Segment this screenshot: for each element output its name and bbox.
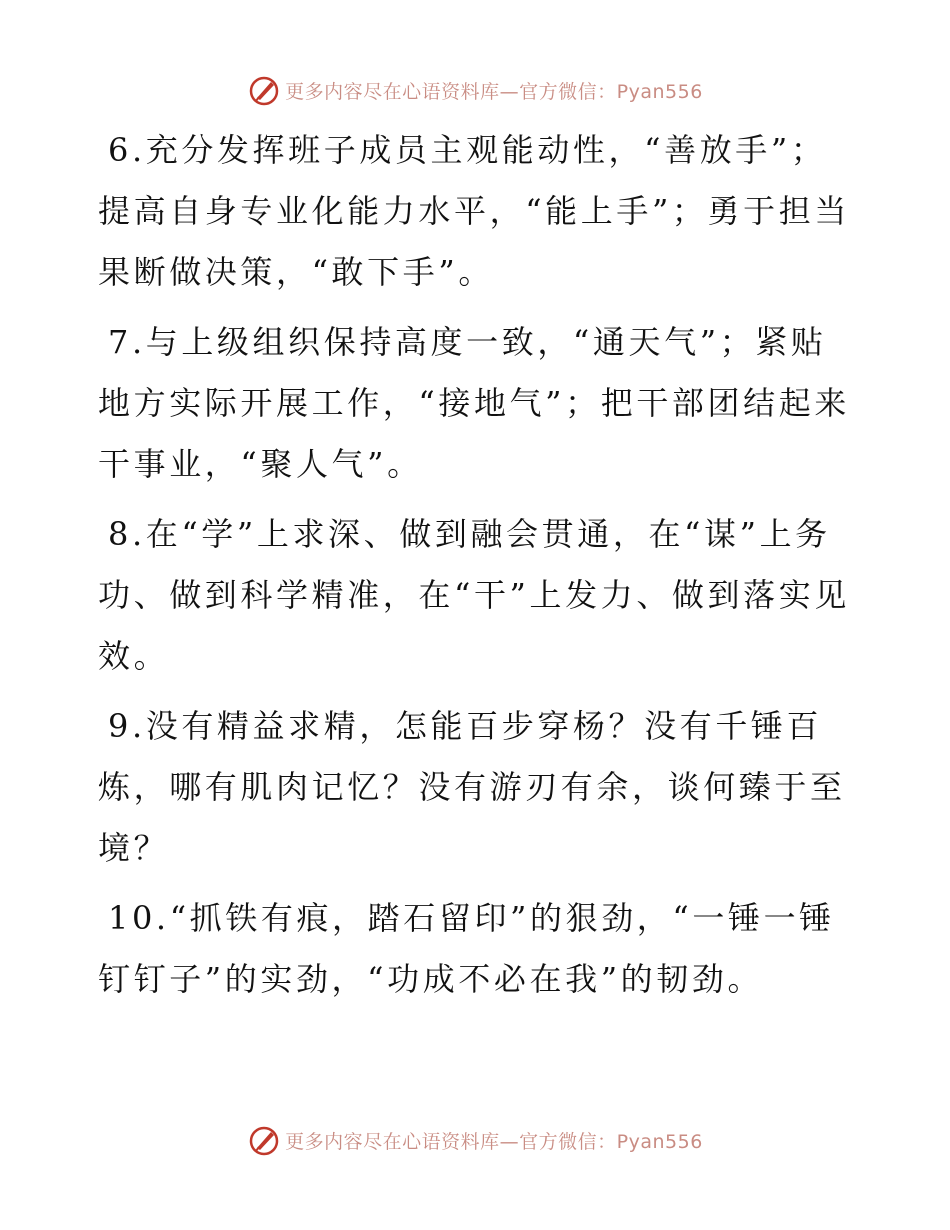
list-item-8: 8.在“学”上求深、做到融会贯通，在“谋”上务功、做到科学精准，在“干”上发力、做到落实见效。 xyxy=(98,515,850,675)
list-item-9: 9.没有精益求精，怎能百步穿杨？没有千锤百炼，哪有肌肉记忆？没有游刃有余，谈何臻于至境？ xyxy=(98,707,846,867)
footer-banner xyxy=(0,1122,950,1158)
list-item-6: 6.充分发挥班子成员主观能动性，“善放手”；提高自身专业化能力水平，“能上手”；勇于担当果断做决策，“敢下手”。 xyxy=(98,131,850,291)
quill-seal-logo-icon xyxy=(247,1123,281,1157)
quill-seal-logo-icon xyxy=(247,73,281,107)
header-banner xyxy=(0,72,950,108)
document-body xyxy=(98,120,858,1019)
header-banner-text: 更多内容尽在心语资料库—官方微信：Pyan556 xyxy=(285,80,703,103)
list-item-7: 7.与上级组织保持高度一致，“通天气”；紧贴地方实际开展工作，“接地气”；把干部团结起来干事业，“聚人气”。 xyxy=(98,323,850,483)
footer-banner-text: 更多内容尽在心语资料库—官方微信：Pyan556 xyxy=(285,1130,703,1153)
list-item-10: 10.“抓铁有痕，踏石留印”的狠劲，“一锤一锤钉钉子”的实劲，“功成不必在我”的韧劲。 xyxy=(98,899,835,998)
